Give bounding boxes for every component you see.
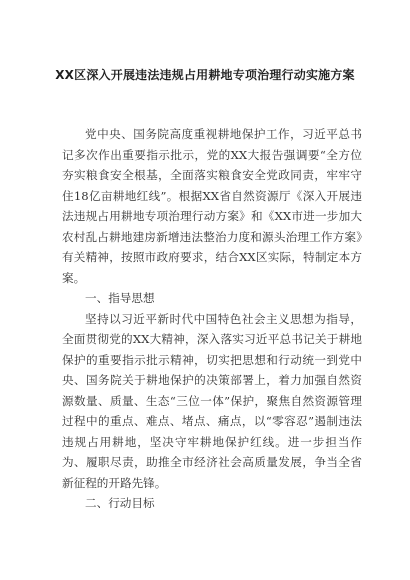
document-title: XX区深入开展违法违规占用耕地专项治理行动实施方案 bbox=[55, 68, 355, 82]
intro-paragraph: 党中央、国务院高度重视耕地保护工作，习近平总书记多次作出重要指示批示，党的XX大报告强调要“全方位夯实粮食安全根基，全面落实粮食安全党政同责，牢牢守住18亿亩耕地红线”。根据XX省自然资源厅《深入开展违法违规占用耕地专项治理行动方案》和《XX市进一步加大农村乱占耕地建房新增违法整治力度和源头治理工作方案》有关精神，按照市政府要求，结合XX区实际，特制定本方案。 bbox=[62, 127, 362, 285]
document-body bbox=[62, 124, 362, 514]
section-heading-action-goals: 二、行动目标 bbox=[85, 496, 155, 510]
section-heading-guiding-ideology: 一、指导思想 bbox=[85, 291, 155, 305]
guiding-ideology-paragraph: 坚持以习近平新时代中国特色社会主义思想为指导，全面贯彻党的XX大精神，深入落实习近平总书记关于耕地保护的重要指示批示精神，切实把思想和行动统一到党中央、国务院关于耕地保护的决策部署上，着力加强自然资源数量、质量、生态“三位一体”保护，聚焦自然资源管理过程中的重点、难点、堵点、痛点，以“零容忍”遏制违法违规占用耕地，坚决守牢耕地保护红线。进一步担当作为、履职尽责，助推全市经济社会高质量发展，争当全省新征程的开路先锋。 bbox=[62, 311, 362, 490]
